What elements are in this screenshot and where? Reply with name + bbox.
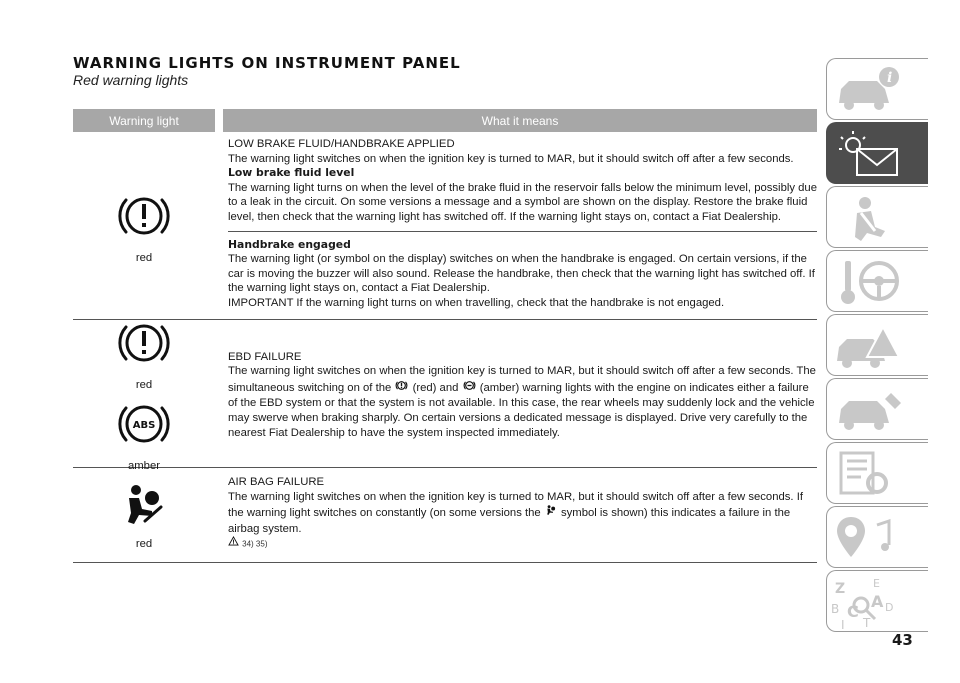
section-subtitle: Red warning lights: [73, 72, 189, 88]
car-emergency-icon: [827, 315, 929, 377]
table-row-ebd-failure: [73, 320, 817, 473]
row-text-part: (red) and: [412, 381, 459, 394]
tab-technical-specifications[interactable]: [826, 442, 928, 504]
warning-light-message-icon: [827, 123, 929, 185]
subsection-handbrake: [228, 231, 817, 311]
warning-lights-table: [73, 109, 817, 563]
reference-numbers: 34) 35): [242, 539, 268, 549]
subsection-text: The warning light (or symbol on the display) switches on when the handbrake is engaged. On certain versions, if the car is moving the buzzer will also sound. Release the handbrake, then check that the warning light has switched off. If the warning light stays on, contact a Fiat Dealership.: [228, 253, 815, 295]
row-text-part: The warning light switches on when the ignition key is turned to MAR, but it should switch off after a few seconds. The simultaneous switching on of the: [228, 365, 816, 394]
car-service-icon: [827, 379, 929, 441]
icon-caption: red: [135, 379, 153, 392]
alphabetical-index-icon: [827, 571, 929, 633]
row-heading: LOW BRAKE FLUID/HANDBRAKE APPLIED: [228, 138, 455, 150]
row-text: [228, 490, 817, 537]
index-letter: E: [873, 577, 880, 590]
subsection-text: The warning light turns on when the level of the brake fluid in the reservoir falls below the minimum level, possibly due to a leak in the circuit. On some versions a message and a symbol are shown on the display. Restore the brake fluid level, then check that the warning light has switched off. If the warning light stays on, contact a Fiat Dealership.: [228, 181, 817, 223]
abs-icon: [115, 395, 173, 458]
table-row-airbag-failure: [73, 468, 817, 563]
row-description: [228, 137, 817, 311]
index-letter: C: [847, 602, 859, 621]
row-icon-cell: [73, 320, 215, 473]
index-letter: A: [871, 592, 884, 611]
index-letter: T: [863, 616, 871, 630]
index-letter: B: [831, 602, 840, 616]
svg-text:i: i: [887, 70, 893, 86]
row-text-part: symbol is shown) this indicates a failure in the airbag system.: [228, 507, 791, 535]
icon-caption: red: [135, 251, 153, 264]
abs-icon: [462, 379, 477, 397]
multimedia-icon: [827, 507, 929, 569]
table-header: [73, 109, 817, 132]
row-intro: The warning light switches on when the ignition key is turned to MAR, but it should switch off after a few seconds.: [228, 152, 794, 165]
index-letter: I: [841, 618, 845, 632]
column-header-warning-light: Warning light: [109, 113, 179, 128]
subsection-title: Handbrake engaged: [228, 237, 351, 251]
tab-index[interactable]: [826, 570, 928, 632]
index-letter: D: [885, 601, 894, 614]
important-note: IMPORTANT If the warning light turns on when travelling, check that the handbrake is not engaged.: [228, 296, 725, 309]
row-description: [228, 475, 817, 552]
tab-safety[interactable]: [826, 186, 928, 248]
airbag-icon: [544, 504, 558, 522]
car-info-icon: [827, 59, 929, 121]
airbag-icon: [115, 481, 173, 536]
row-icon-cell: [73, 132, 215, 319]
warning-triangle-icon: [228, 536, 239, 551]
tab-multimedia[interactable]: [826, 506, 928, 568]
tab-starting-driving[interactable]: [826, 250, 928, 312]
column-header-what-it-means: What it means: [215, 109, 817, 132]
tab-car-info[interactable]: [826, 58, 928, 120]
safety-references: [228, 536, 817, 552]
key-steering-wheel-icon: [827, 251, 929, 313]
tab-warning-lights[interactable]: [826, 122, 928, 184]
row-text: [228, 364, 817, 440]
row-heading: EBD FAILURE: [228, 350, 302, 363]
abs-icon-label: ABS: [132, 420, 156, 432]
row-text-part: The warning light switches on when the ignition key is turned to MAR, but it should switch off after a few seconds. If the warning light switches on constantly (on some versions the: [228, 490, 803, 520]
brake-warning-icon: [115, 187, 173, 250]
section-title: WARNING LIGHTS ON INSTRUMENT PANEL: [73, 54, 461, 72]
subsection-title: Low brake fluid level: [228, 166, 355, 180]
row-description: [228, 350, 817, 441]
page-number: 43: [892, 631, 913, 649]
row-text-part: (amber) warning lights with the engine on indicates either a failure of the EBD system or that the system is not available. In this case, the rear wheels may suddenly lock and the vehicle may swerve when braking sharply. On certain versions a dedicated message is displayed. Drive very carefully to the nearest Fiat Dealership to have the system inspected immediately.: [228, 381, 815, 439]
row-heading: AIR BAG FAILURE: [228, 476, 325, 489]
brake-warning-icon: [394, 379, 409, 397]
specifications-gear-icon: [827, 443, 929, 505]
row-icon-cell: [73, 468, 215, 562]
table-row-low-brake-fluid: [73, 132, 817, 320]
tab-maintenance[interactable]: [826, 378, 928, 440]
brake-warning-icon: [115, 314, 173, 377]
tab-emergency[interactable]: [826, 314, 928, 376]
seat-belt-safety-icon: [827, 187, 929, 249]
icon-caption: red: [135, 537, 153, 550]
index-letter: Z: [835, 581, 846, 597]
icon-caption: amber: [127, 460, 161, 473]
